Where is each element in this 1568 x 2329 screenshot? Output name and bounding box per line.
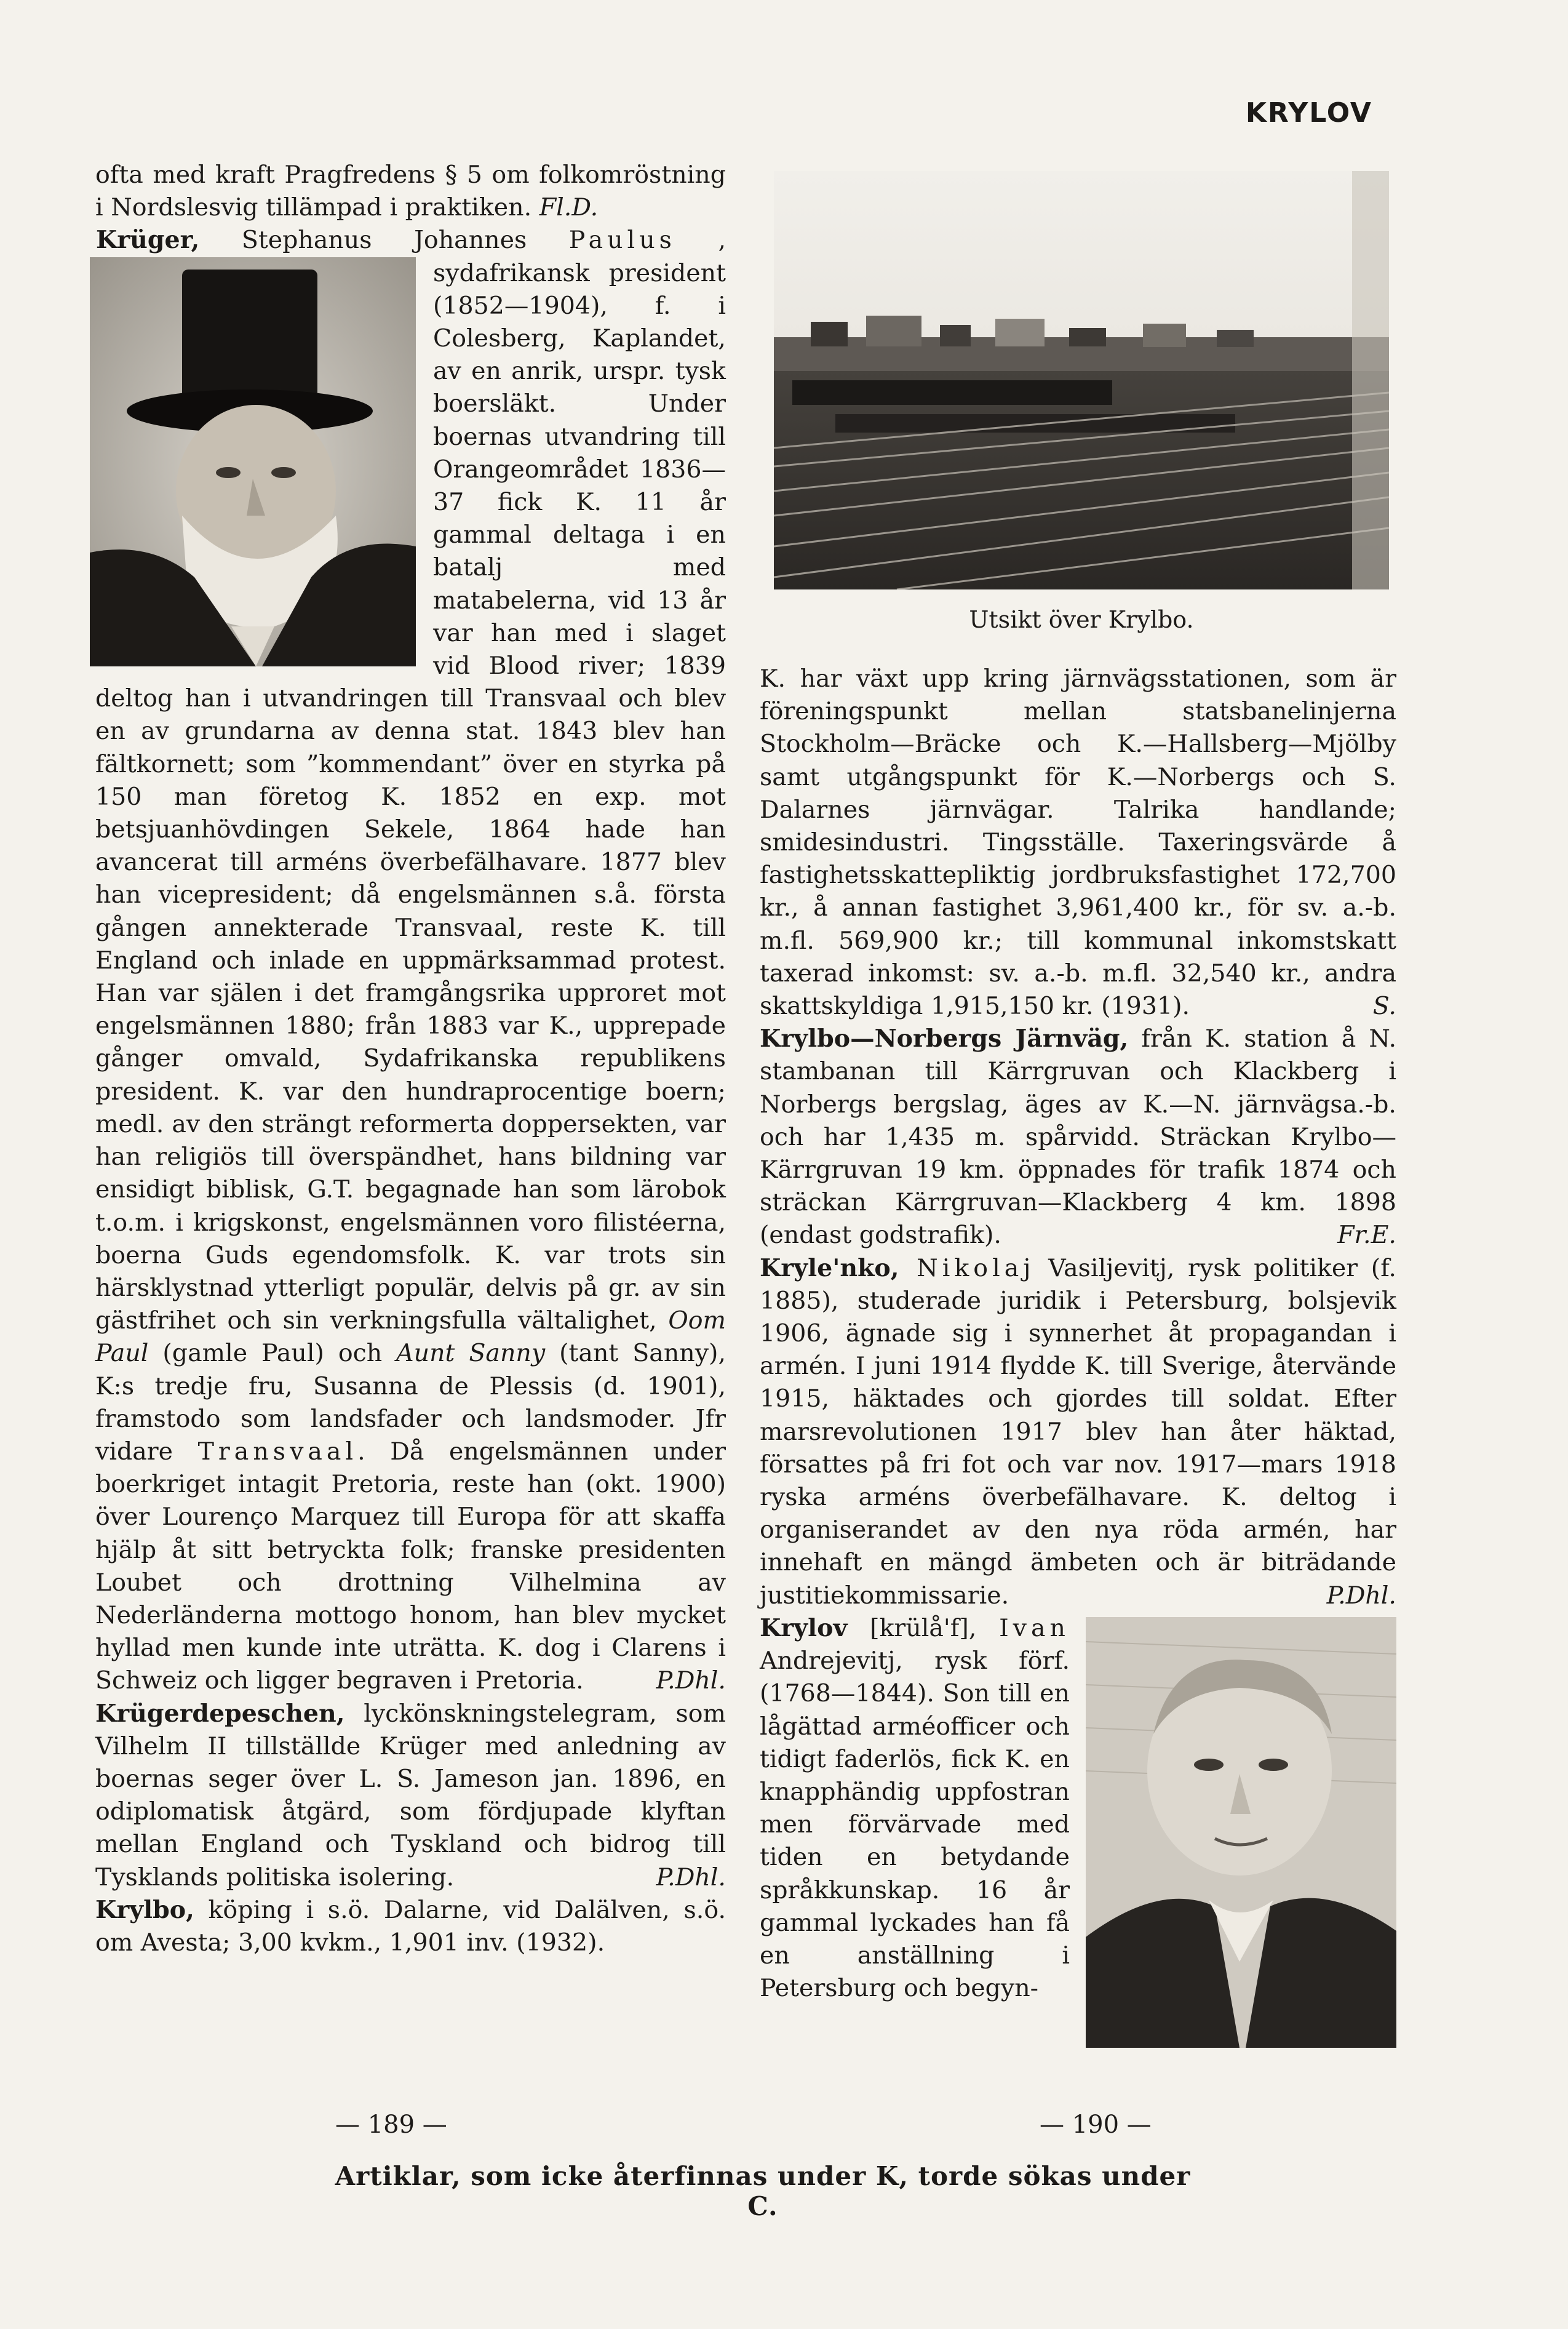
page-number-left: — 189 — [335,2111,447,2139]
entry-krylbo-norbergs [760,1023,1396,1252]
headword: Krüger, [96,226,200,255]
nickname: Oom Paul [95,1306,726,1368]
entry-text: (tant Sanny), K:s tredje fru, Susanna de Plessis (d. 1901), framstodo som landsfader och landsmoder. Jfr vidare [95,1339,726,1466]
entry-text: (gamle Paul) och [148,1339,397,1368]
cross-reference: Transvaal [197,1437,358,1466]
headword: Kryle'nko, [760,1253,899,1282]
portrait-image [1086,1617,1396,2048]
author-signature: P.Dhl. [1326,1581,1396,1610]
headword: Krylbo—Norbergs Järnväg, [760,1025,1129,1053]
photo-caption: Utsikt över Krylbo. [969,606,1194,633]
entry-krugerdepeschen [95,1698,726,1894]
entry-text: från K. station å N. stambanan till Kärrgruvan och Klackberg i Norbergs bergslag, äges av K.—N. järnvägsa.-b. och har 1,435 m. spårvidd. Sträckan Krylbo—Kärrgruvan 19 km. öppnades för trafik 1874 och sträckan Kärrgruvan—Klackberg 4 km. 1898 (endast godstrafik). [760,1025,1396,1250]
headword: Krügerdepeschen, [95,1699,345,1728]
author-signature: Fr.E. [1337,1221,1396,1250]
portrait-image [90,257,416,666]
town-image [774,171,1389,589]
running-head: KRYLOV [1245,97,1372,129]
entry-text: , sydafrikansk president (1852—1904), f. i Colesberg, Kaplandet, av en anrik, urspr. tysk boersläkt. Under boernas utvandring till Orangeområdet 1836—37 fick K. 11 år gammal deltaga i en batalj med matabelerna, vid 13 år var han med i slaget vid Blood river; 1839 deltog han i utvandringen till Transvaal och blev en av grundarna av denna stat. 1843 blev han fältkornett; som ”kommendant” över en styrka på 150 man företog K. 1852 en exp. mot betsjuanhövdingen Sekele, 1864 hade han avancerat till arméns överbefälhavare. 1877 blev han vicepresident; då engelsmännen s.å. första gången annekterade Transvaal, reste K. till England och inlade en uppmärksammad protest. Han var själen i det framgångsrika upproret mot engelsmännen 1880; från 1883 var K., upprepade gånger omvald, Sydafrikanska republikens president. K. var den hundraprocentige boern; medl. av den strängt reformerta doppersekten, var han religiös till överspändhet, hans bildning var ensidigt biblisk, G.T. begagnade han som lärobok t.o.m. i krigskonst, engelsmännen voro filistéerna, boerna Guds egendomsfolk. K. var trots sin härsklystnad ytterligt populär, delvis på gr. av sin gästfrihet och sin verkningsfulla vältalighet, [95,226,726,1335]
entry-kruger [95,224,726,1697]
footer-note: Artiklar, som icke återfinnas under K, torde sökas under C. [335,2161,1191,2221]
paragraph-continuation [95,159,726,224]
spaced-name: Nikolaj [899,1253,1035,1282]
pronunciation: [krülå'f], [847,1613,977,1642]
entry-text: K. har växt upp kring järnvägsstationen, som är föreningspunkt mellan statsbanelinjerna Stockholm—Bräcke och K.—Hallsberg—Mjölby samt utgångspunkt för K.—Norbergs och S. Dalarnes järnvägar. Talrika handlande; smidesindustri. Tingsställe. Taxeringsvärde å fastighetsskattepliktig jordbruksfastighet 172,700 kr., å annan fastighet 3,961,400 kr., för sv. a.-b. m.fl. 569,900 kr.; till kommunal inkomstskatt taxerad inkomst: sv. a.-b. m.fl. 32,540 kr., andra skattskyldiga 1,915,150 kr. (1931). [760,665,1396,1021]
kruger-portrait [90,257,416,666]
entry-krylbo [95,1894,726,1959]
entry-text: . Då engelsmännen under boerkriget intagit Pretoria, reste han (okt. 1900) över Lourenço Marquez till Europa för att skaffa hjälp åt sitt betryckta folk; franske presidenten Loubet och drottning Vilhelmina av Nederländerna mottogo honom, han blev mycket hyllad men kunde inte uträtta. K. dog i Clarens i Schweiz och ligger begraven i Pretoria. [95,1437,726,1695]
right-column [760,663,1396,2051]
entry-text: köping i s.ö. Dalarne, vid Dalälven, s.ö. om Avesta; 3,00 kvkm., 1,901 inv. (1932). [95,1895,726,1957]
author-signature: P.Dhl. [656,1863,726,1892]
entry-text: Stephanus Johannes [199,226,569,255]
spaced-name: Paulus [568,226,676,255]
author-signature: Fl.D. [539,193,599,222]
entry-text: Andrejevitj, rysk förf. (1768—1844). Son till en lågättad arméofficer och tidigt faderlös, fick K. en knapphändig uppfostran men förvärvade med tiden en betydande språkkunskap. 16 år gammal lyckades han få en anställning i Petersburg och begyn- [760,1647,1070,2003]
entry-text: Vasiljevitj, rysk politiker (f. 1885), studerade juridik i Petersburg, bolsjevik 1906, ägnade sig i synnerhet åt propagandan i armén. I juni 1914 flydde K. till Sverige, återvände 1915, häktades och gjordes till soldat. Efter marsrevolutionen 1917 blev han åter häktad, försattes på fri fot och var nov. 1917—mars 1918 ryska arméns överbefälhavare. K. deltog i organiserandet av den nya röda armén, har innehaft en mängd ämbeten och är biträdande justitiekommissarie. [760,1253,1396,1610]
headword: Krylov [760,1613,848,1642]
nickname: Aunt Sanny [396,1339,546,1368]
krylbo-photo [774,171,1389,589]
page-number-right: — 190 — [1040,2111,1152,2139]
entry-krylenko [760,1252,1396,1612]
headword: Krylbo, [95,1895,194,1924]
entry-text: lyckönskningstelegram, som Vilhelm II tillställde Krüger med anledning av boernas seger över L. S. Jameson jan. 1896, en odiplomatisk åtgärd, som fördjupade klyftan mellan England och Tyskland och bidrog till Tysklands politiska isolering. [95,1699,726,1892]
krylov-portrait [1086,1617,1396,2048]
entry-krylbo-continued [760,663,1396,1023]
entry-krylov [760,1612,1396,2005]
author-signature: S. [1372,992,1396,1021]
author-signature: P.Dhl. [656,1666,726,1695]
left-column [95,159,726,1959]
spaced-name: Ivan [999,1613,1070,1642]
continuation-text: ofta med kraft Pragfredens § 5 om folkomröstning i Nordslesvig tillämpad i praktiken. [95,161,726,222]
